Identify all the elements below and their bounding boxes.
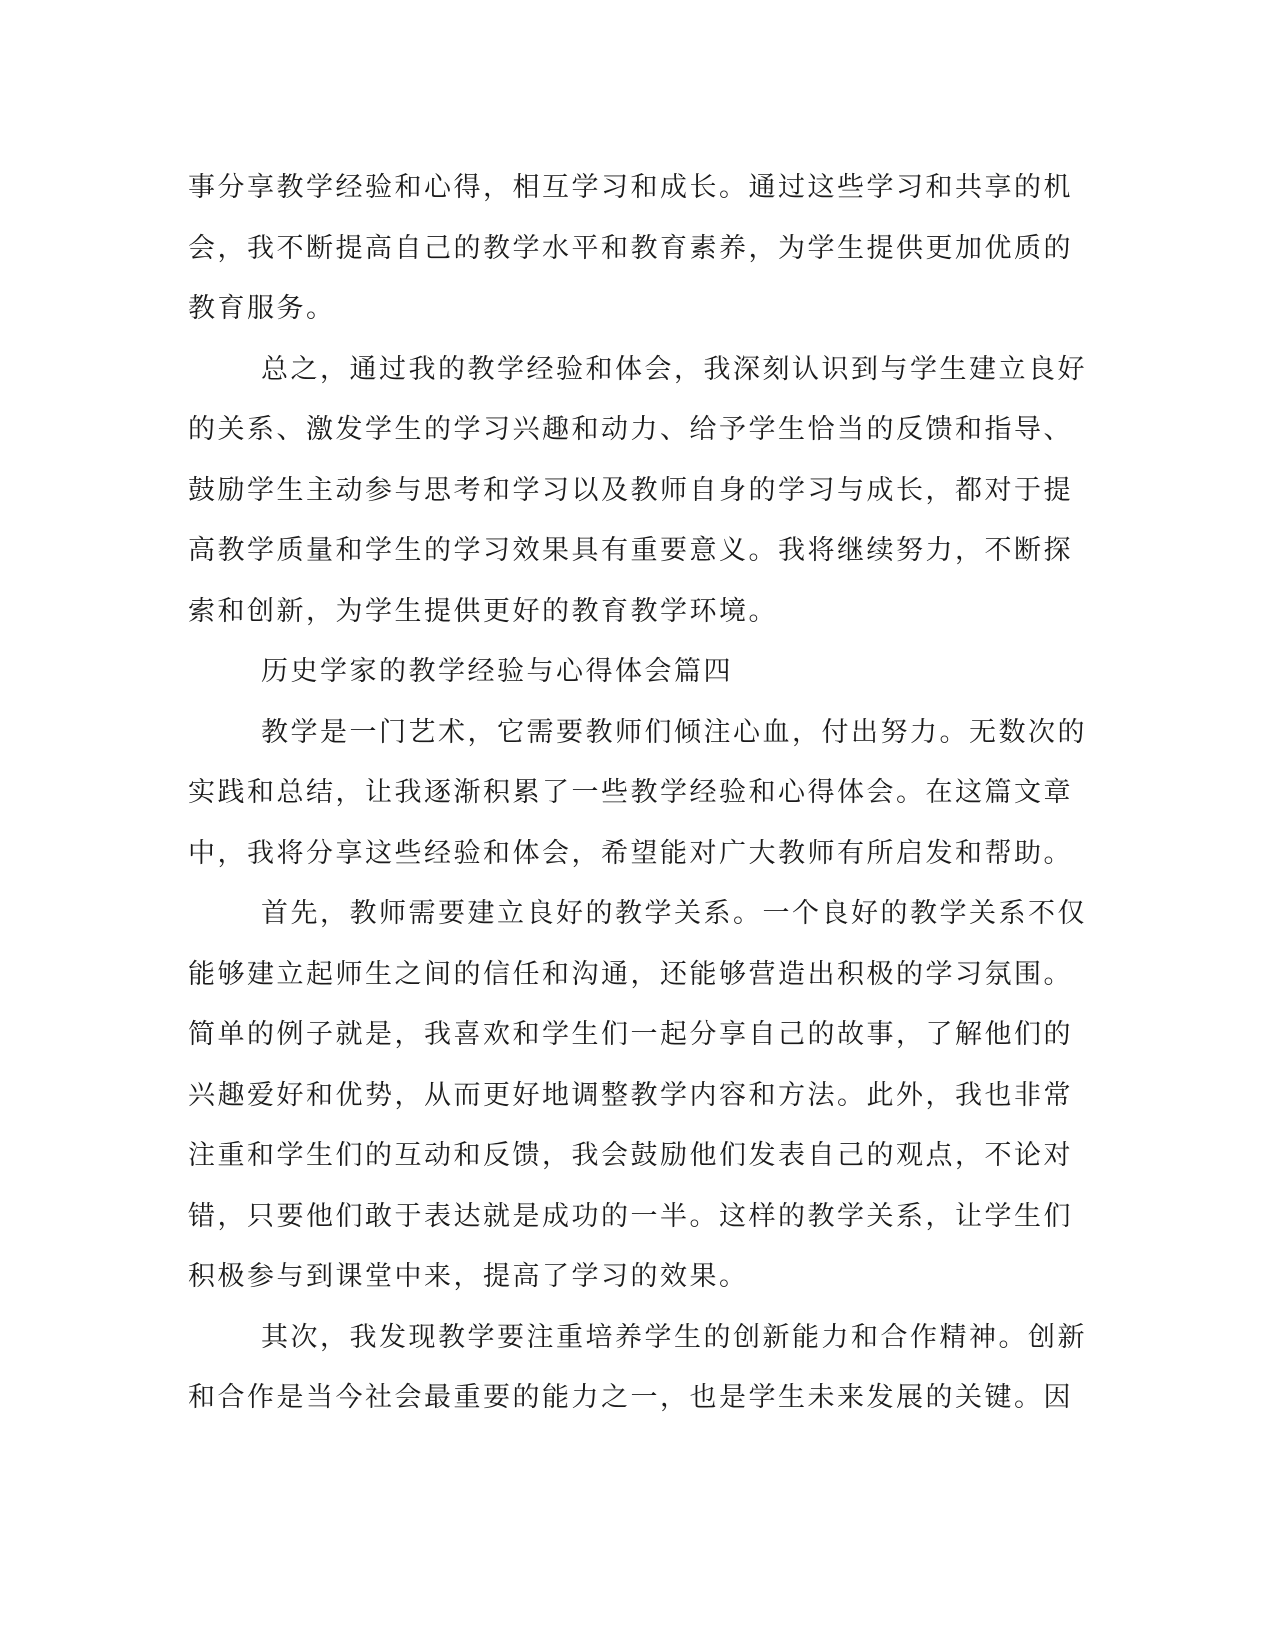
text-line: 实践和总结，让我逐渐积累了一些教学经验和心得体会。在这篇文章 [188,777,1073,808]
text-line: 兴趣爱好和优势，从而更好地调整教学内容和方法。此外，我也非常 [188,1079,1073,1111]
paragraph-start-line: 其次，我发现教学要注重培养学生的创新能力和合作精神。创新 [261,1321,1087,1353]
text-line: 会，我不断提高自己的教学水平和教育素养，为学生提供更加优质的 [188,232,1073,264]
text-line: 鼓励学生主动参与思考和学习以及教师自身的学习与成长，都对于提 [188,474,1073,506]
text-line: 事分享教学经验和心得，相互学习和成长。通过这些学习和共享的机 [188,172,1073,203]
text-line: 简单的例子就是，我喜欢和学生们一起分享自己的故事，了解他们的 [188,1019,1073,1050]
paragraph-start-line: 首先，教师需要建立良好的教学关系。一个良好的教学关系不仅 [261,898,1087,929]
paragraph-start-line: 教学是一门艺术，它需要教师们倾注心血，付出努力。无数次的 [261,716,1087,748]
text-line: 注重和学生们的互动和反馈，我会鼓励他们发表自己的观点，不论对 [188,1140,1073,1171]
section-heading: 历史学家的教学经验与心得体会篇四 [261,656,733,687]
text-line: 索和创新，为学生提供更好的教育教学环境。 [188,595,778,627]
text-line: 中，我将分享这些经验和体会，希望能对广大教师有所启发和帮助。 [188,837,1073,869]
text-line: 高教学质量和学生的学习效果具有重要意义。我将继续努力，不断探 [188,535,1073,566]
text-line: 教育服务。 [188,293,336,324]
paragraph-start-line: 总之，通过我的教学经验和体会，我深刻认识到与学生建立良好 [261,353,1087,385]
text-line: 和合作是当今社会最重要的能力之一，也是学生未来发展的关键。因 [188,1382,1073,1413]
document-body [188,158,1088,1429]
text-line: 积极参与到课堂中来，提高了学习的效果。 [188,1261,749,1292]
text-line: 的关系、激发学生的学习兴趣和动力、给予学生恰当的反馈和指导、 [188,414,1073,445]
text-line: 错，只要他们敢于表达就是成功的一半。这样的教学关系，让学生们 [188,1200,1073,1232]
text-line: 能够建立起师生之间的信任和沟通，还能够营造出积极的学习氛围。 [188,958,1073,990]
